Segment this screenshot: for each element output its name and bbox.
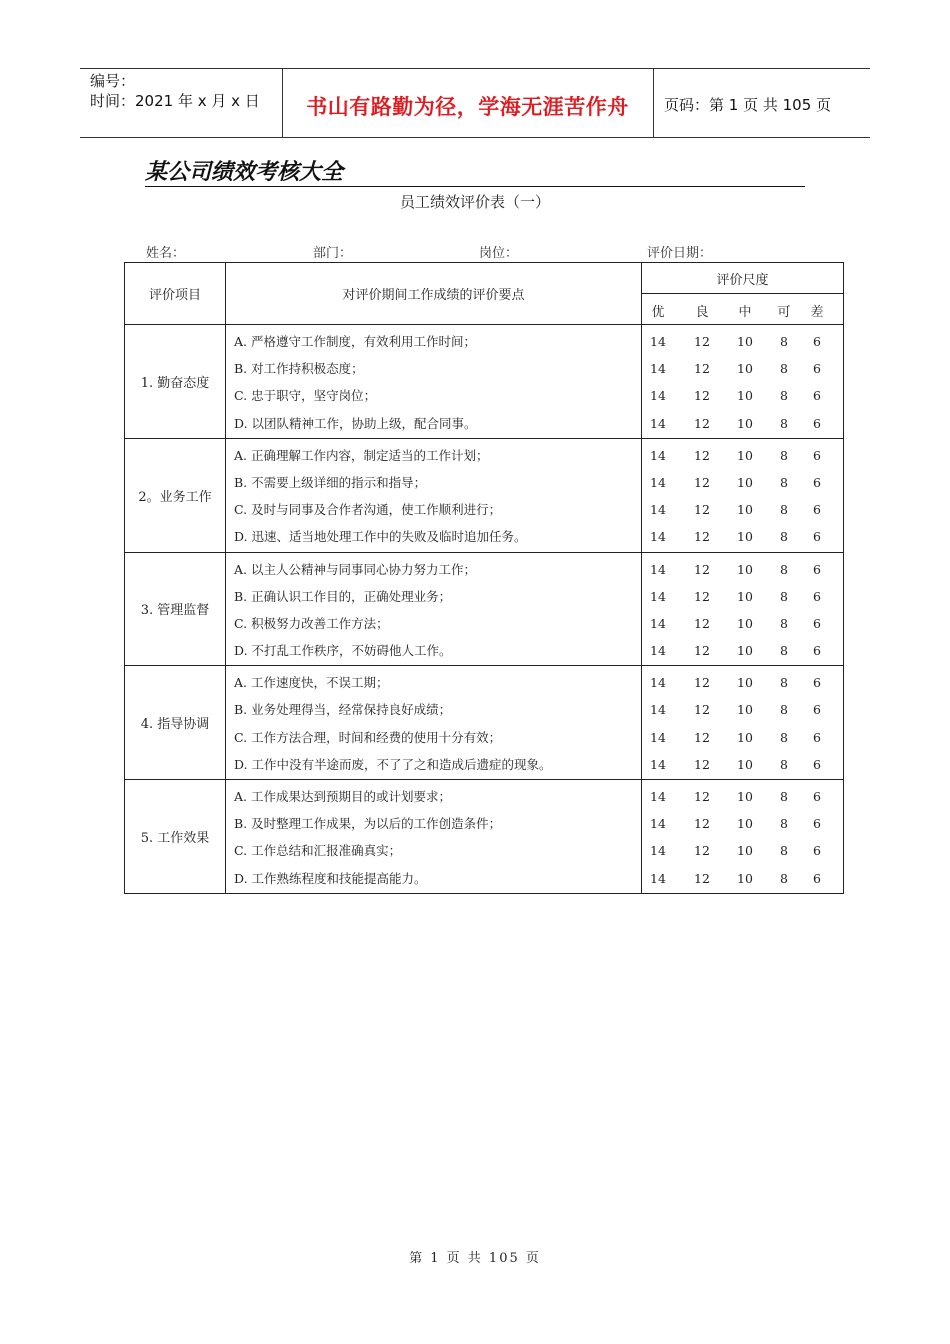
category-name: 4. 指导协调 <box>125 666 226 780</box>
score-value: 8 <box>780 334 788 349</box>
score-value: 10 <box>737 588 753 604</box>
score-value: 6 <box>813 334 821 349</box>
criteria-item: B. 正确认识工作目的，正确处理业务； <box>234 588 452 604</box>
criteria-item: D. 工作中没有半途而废，不了了之和造成后遗症的现象。 <box>234 756 552 772</box>
score-value: 6 <box>813 561 821 577</box>
name-field-label: 姓名： <box>146 246 186 261</box>
score-grid <box>642 666 844 780</box>
score-row <box>642 497 843 524</box>
criteria-list <box>226 325 642 439</box>
category-row <box>125 325 844 439</box>
date-field-label: 评价日期： <box>647 246 713 261</box>
score-value: 14 <box>650 615 666 631</box>
score-value: 12 <box>694 615 710 631</box>
score-value: 8 <box>780 816 788 832</box>
score-value: 10 <box>737 756 753 772</box>
score-value: 6 <box>813 615 821 631</box>
score-value: 14 <box>650 729 666 745</box>
score-value: 12 <box>694 675 710 691</box>
score-grid <box>642 438 844 552</box>
score-value: 10 <box>737 502 753 518</box>
score-grid <box>642 780 844 894</box>
score-value: 10 <box>737 447 753 463</box>
score-value: 14 <box>650 816 666 832</box>
score-value: 14 <box>650 561 666 577</box>
score-value: 8 <box>780 529 788 545</box>
score-value: 6 <box>813 361 821 377</box>
score-value: 14 <box>650 502 666 518</box>
criteria-item: D. 以团队精神工作，协助上级，配合同事。 <box>234 415 477 431</box>
score-row <box>642 411 843 438</box>
score-value: 14 <box>650 643 666 659</box>
score-value: 14 <box>650 702 666 718</box>
score-value: 12 <box>694 561 710 577</box>
category-name: 2。业务工作 <box>125 438 226 552</box>
score-value: 6 <box>813 447 821 463</box>
score-row <box>642 811 843 838</box>
score-value: 14 <box>650 388 666 404</box>
score-grid <box>642 325 844 439</box>
criteria-item: C. 及时与同事及合作者沟通，使工作顺利进行； <box>234 502 502 518</box>
score-value: 12 <box>694 415 710 431</box>
criteria-list <box>226 552 642 666</box>
form-fields <box>0 242 950 262</box>
scale-label: 良 <box>695 305 709 320</box>
criteria-item: A. 正确理解工作内容，制定适当的工作计划； <box>234 447 489 463</box>
position-field-label: 岗位： <box>479 246 519 261</box>
score-value: 6 <box>813 502 821 518</box>
criteria-item: C. 工作方法合理，时间和经费的使用十分有效； <box>234 729 502 745</box>
score-value: 8 <box>780 675 788 691</box>
score-value: 12 <box>694 502 710 518</box>
score-row <box>642 329 843 356</box>
category-row <box>125 438 844 552</box>
criteria-item: A. 工作成果达到预期目的或计划要求； <box>234 789 451 804</box>
score-value: 6 <box>813 843 821 859</box>
score-value: 14 <box>650 361 666 377</box>
score-value: 10 <box>737 561 753 577</box>
score-value: 12 <box>694 361 710 377</box>
score-value: 14 <box>650 843 666 859</box>
score-value: 14 <box>650 588 666 604</box>
page-header <box>80 68 870 138</box>
score-value: 8 <box>780 361 788 377</box>
score-grid <box>642 552 844 666</box>
header-item: 评价项目 <box>125 263 226 325</box>
score-value: 14 <box>650 756 666 772</box>
category-name: 3. 管理监督 <box>125 552 226 666</box>
score-row <box>642 557 843 584</box>
score-value: 12 <box>694 870 710 886</box>
score-value: 8 <box>780 643 788 659</box>
score-value: 10 <box>737 870 753 886</box>
header-scale: 评价尺度 <box>642 263 844 294</box>
score-value: 6 <box>813 870 821 886</box>
score-value: 10 <box>737 361 753 377</box>
score-row <box>642 356 843 383</box>
score-value: 12 <box>694 588 710 604</box>
criteria-list <box>226 438 642 552</box>
score-row <box>642 838 843 865</box>
header-divider <box>653 69 654 137</box>
score-value: 8 <box>780 843 788 859</box>
score-value: 8 <box>780 415 788 431</box>
score-value: 12 <box>694 529 710 545</box>
score-value: 10 <box>737 729 753 745</box>
category-name: 1. 勤奋态度 <box>125 325 226 439</box>
criteria-item: A. 以主人公精神与同事同心协力努力工作； <box>234 561 476 577</box>
score-value: 10 <box>737 816 753 832</box>
score-value: 6 <box>813 643 821 659</box>
scale-label: 差 <box>810 305 824 320</box>
criteria-item: A. 工作速度快，不误工期； <box>234 675 389 691</box>
score-value: 14 <box>650 334 666 349</box>
score-value: 10 <box>737 529 753 545</box>
score-value: 6 <box>813 816 821 832</box>
score-value: 8 <box>780 756 788 772</box>
score-row <box>642 866 843 893</box>
scale-labels-row <box>642 294 844 325</box>
score-value: 6 <box>813 415 821 431</box>
page-footer: 第 1 页 共 105 页 <box>409 1251 541 1266</box>
score-value: 8 <box>780 702 788 718</box>
score-value: 12 <box>694 843 710 859</box>
category-name: 5. 工作效果 <box>125 780 226 894</box>
score-value: 6 <box>813 729 821 745</box>
score-value: 10 <box>737 388 753 404</box>
score-value: 8 <box>780 447 788 463</box>
score-row <box>642 784 843 811</box>
number-label: 编号： <box>90 72 136 90</box>
criteria-item: C. 工作总结和汇报准确真实； <box>234 843 402 859</box>
header-page-info: 页码：第 1 页 共 105 页 <box>664 96 832 114</box>
score-value: 14 <box>650 675 666 691</box>
score-row <box>642 443 843 470</box>
score-value: 10 <box>737 334 753 349</box>
score-value: 8 <box>780 561 788 577</box>
document-title: 某公司绩效考核大全 <box>145 158 805 187</box>
dept-field-label: 部门： <box>313 246 353 261</box>
score-value: 12 <box>694 474 710 490</box>
score-row <box>642 524 843 551</box>
score-value: 10 <box>737 702 753 718</box>
score-value: 12 <box>694 729 710 745</box>
category-row <box>125 552 844 666</box>
score-value: 10 <box>737 643 753 659</box>
score-value: 12 <box>694 447 710 463</box>
score-value: 6 <box>813 675 821 691</box>
criteria-item: A. 严格遵守工作制度，有效利用工作时间； <box>234 334 476 349</box>
score-value: 14 <box>650 447 666 463</box>
score-value: 12 <box>694 789 710 804</box>
score-value: 12 <box>694 702 710 718</box>
criteria-list <box>226 666 642 780</box>
form-title: 员工绩效评价表（一） <box>399 193 550 211</box>
category-row <box>125 666 844 780</box>
score-row <box>642 697 843 724</box>
score-value: 14 <box>650 529 666 545</box>
score-value: 14 <box>650 474 666 490</box>
evaluation-table <box>124 262 844 894</box>
score-value: 10 <box>737 415 753 431</box>
score-value: 12 <box>694 756 710 772</box>
header-meta <box>90 71 260 111</box>
score-value: 8 <box>780 789 788 804</box>
criteria-item: B. 业务处理得当，经常保持良好成绩； <box>234 702 452 718</box>
score-value: 6 <box>813 702 821 718</box>
score-value: 12 <box>694 816 710 832</box>
category-row <box>125 780 844 894</box>
criteria-item: B. 及时整理工作成果，为以后的工作创造条件； <box>234 816 502 832</box>
score-row <box>642 670 843 697</box>
criteria-list <box>226 780 642 894</box>
scale-label: 优 <box>651 305 665 320</box>
score-value: 10 <box>737 843 753 859</box>
score-value: 10 <box>737 615 753 631</box>
criteria-item: D. 不打乱工作秩序，不妨碍他人工作。 <box>234 643 452 659</box>
criteria-item: C. 积极努力改善工作方法； <box>234 615 389 631</box>
score-value: 6 <box>813 474 821 490</box>
criteria-item: D. 工作熟练程度和技能提高能力。 <box>234 870 427 886</box>
score-value: 8 <box>780 870 788 886</box>
score-value: 6 <box>813 588 821 604</box>
score-value: 12 <box>694 334 710 349</box>
score-row <box>642 611 843 638</box>
score-value: 8 <box>780 615 788 631</box>
time-label: 时间：2021 年 x 月 x 日 <box>90 92 260 110</box>
score-row <box>642 470 843 497</box>
score-value: 6 <box>813 388 821 404</box>
score-row <box>642 638 843 665</box>
score-value: 8 <box>780 474 788 490</box>
score-value: 14 <box>650 870 666 886</box>
score-value: 14 <box>650 789 666 804</box>
scale-label: 可 <box>777 305 791 320</box>
score-row <box>642 725 843 752</box>
score-value: 12 <box>694 388 710 404</box>
score-value: 6 <box>813 529 821 545</box>
score-value: 8 <box>780 502 788 518</box>
score-value: 10 <box>737 474 753 490</box>
score-value: 6 <box>813 756 821 772</box>
score-row <box>642 383 843 410</box>
criteria-item: C. 忠于职守，坚守岗位； <box>234 388 377 404</box>
score-value: 12 <box>694 643 710 659</box>
score-value: 6 <box>813 789 821 804</box>
score-value: 10 <box>737 789 753 804</box>
score-value: 8 <box>780 588 788 604</box>
score-value: 14 <box>650 415 666 431</box>
score-value: 10 <box>737 675 753 691</box>
header-points: 对评价期间工作成绩的评价要点 <box>226 263 642 325</box>
score-value: 8 <box>780 388 788 404</box>
score-row <box>642 584 843 611</box>
score-value: 8 <box>780 729 788 745</box>
criteria-item: D. 迅速、适当地处理工作中的失败及临时追加任务。 <box>234 529 527 545</box>
criteria-item: B. 对工作持积极态度； <box>234 361 364 377</box>
scale-label: 中 <box>738 305 752 320</box>
header-motto: 书山有路勤为径，学海无涯苦作舟 <box>306 95 629 119</box>
score-row <box>642 752 843 779</box>
criteria-item: B. 不需要上级详细的指示和指导； <box>234 474 427 490</box>
